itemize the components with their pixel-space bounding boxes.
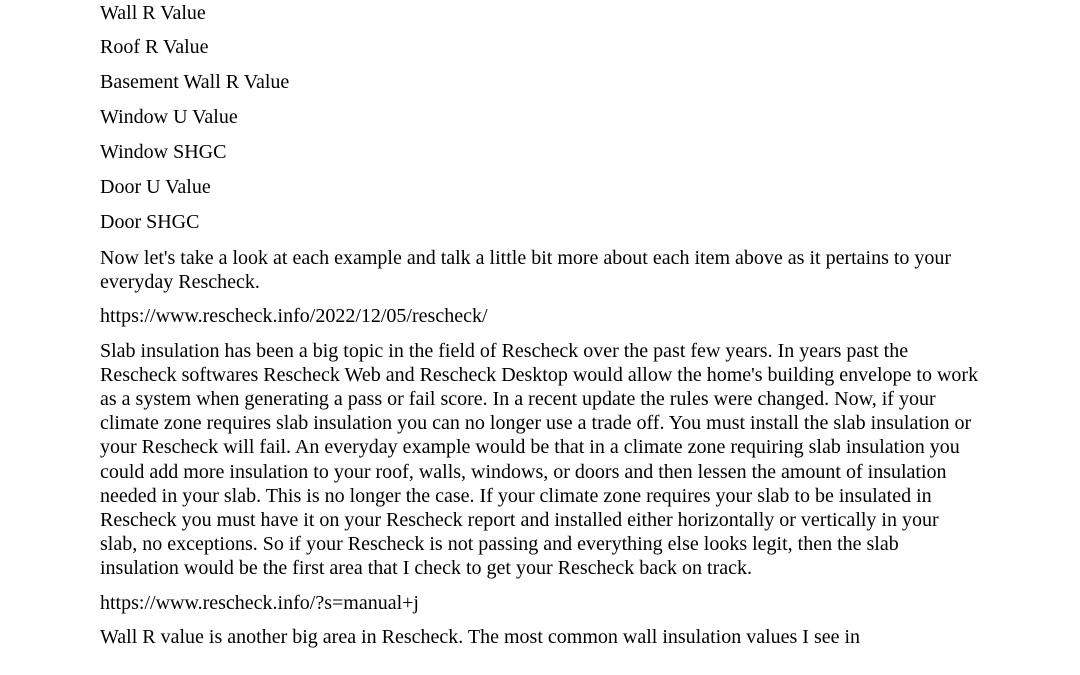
document-page [100,0,980,659]
wall-r-value-paragraph: Wall R value is another big area in Rescheck. The most common wall insulation values I see in [100,625,861,648]
intro-paragraph: Now let's take a look at each example and talk a little bit more about each item above as it pertains to your everyday Rescheck. [100,247,952,294]
list-item-door-shgc: Door SHGC [100,211,200,233]
list-item-window-shgc: Window SHGC [100,141,227,163]
list-item-door-u-value: Door U Value [100,176,211,198]
list-item-window-u-value: Window U Value [100,106,238,128]
reference-url-manual-j: https://www.rescheck.info/?s=manual+j [100,591,419,614]
list-item-wall-r-value: Wall R Value [100,2,206,24]
slab-insulation-paragraph: Slab insulation has been a big topic in the field of Rescheck over the past few years. In years past the Rescheck softwares Rescheck Web and Rescheck Desktop would allow the home's building envelope to work as a system when generating a pass or fail score. In a recent update the rules were changed. Now, if your climate zone requires slab insulation you can no longer use a trade off. You must install the slab insulation or your Rescheck will fail. An everyday example would be that in a climate zone requiring slab insulation you could add more insulation to your roof, walls, windows, or doors and then lessen the amount of insulation needed in your slab. This is no longer the case. If your climate zone requires your slab to be insulated in Rescheck you must have it on your Rescheck report and installed either horizontally or vertically in your slab, no exceptions. So if your Rescheck is not passing and everything else looks legit, then the slab insulation would be the first area that I check to get your Rescheck back on track. [100,339,979,580]
list-item-basement-wall-r-value: Basement Wall R Value [100,71,290,93]
reference-url-rescheck: https://www.rescheck.info/2022/12/05/rescheck/ [100,305,488,328]
list-item-roof-r-value: Roof R Value [100,36,209,58]
